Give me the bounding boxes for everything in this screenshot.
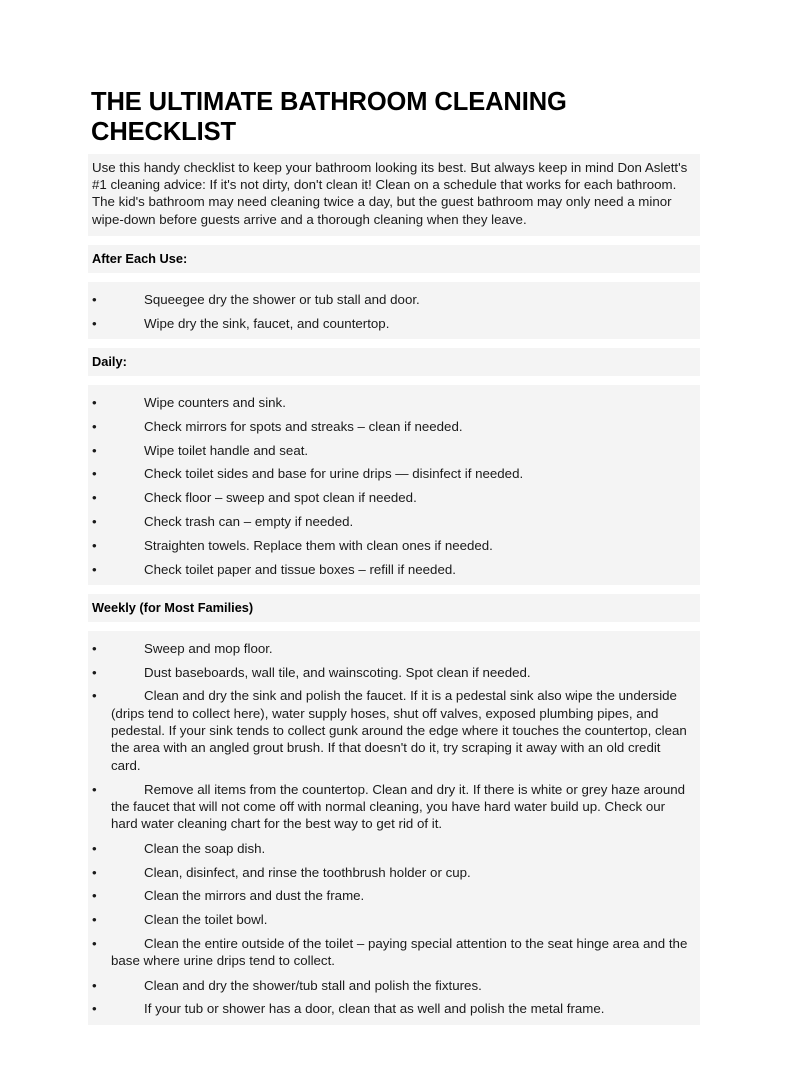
checklist-item-label: Wipe dry the sink, faucet, and countertop. [144,315,390,331]
checklist-item[interactable] [92,465,692,482]
checklist-block [88,385,700,585]
checklist-item-label: Remove all items from the countertop. Clean and dry it. If there is white or grey haze around the faucet that will not come off with normal cleaning, you have hard water build up. Check our hard water cleaning chart for the best way to get rid of it. [111,781,686,832]
checklist-item-label: Clean the soap dish. [144,840,266,856]
checklist [92,291,692,332]
checklist-item[interactable] [92,911,692,928]
bullet-icon: • [92,664,97,680]
checklist-item-label: Check floor – sweep and spot clean if needed. [144,490,417,506]
checklist-item-label: Clean the mirrors and dust the frame. [144,888,365,904]
checklist-item[interactable] [92,840,692,857]
checklist-item-label: Dust baseboards, wall tile, and wainscoting. Spot clean if needed. [144,664,531,680]
checklist-item-label: Check trash can – empty if needed. [144,513,354,529]
checklist-item[interactable] [92,664,692,681]
bullet-icon: • [92,394,97,410]
bullet-icon: • [92,688,97,704]
checklist-item-label: If your tub or shower has a door, clean that as well and polish the metal frame. [144,1001,605,1017]
checklist-item-label: Clean the entire outside of the toilet – paying special attention to the seat hinge area and the base where urine drips tend to collect. [111,935,688,969]
checklist-item[interactable] [92,935,692,970]
checklist-item[interactable] [92,687,692,773]
checklist-item[interactable] [92,418,692,435]
section-heading: After Each Use: [88,245,700,273]
checklist-item[interactable] [92,561,692,578]
block-spacer [88,339,700,348]
section-heading: Weekly (for Most Families) [88,594,700,622]
block-spacer [88,236,700,245]
bullet-icon: • [92,315,97,331]
checklist-item[interactable] [92,291,692,308]
bullet-icon: • [92,513,97,529]
checklist-item[interactable] [92,442,692,459]
bullet-icon: • [92,466,97,482]
checklist-item-label: Check mirrors for spots and streaks – clean if needed. [144,418,463,434]
checklist-item-label: Clean and dry the sink and polish the faucet. If it is a pedestal sink also wipe the underside (drips tend to collect here), water supply hoses, shut off valves, exposed plumbing pipes, and pedestal. If your sink tends to collect gunk around the edge where it touches the countertop, clean the area with an angled grout brush. If that doesn't do it, try scraping it away with an old credit card. [111,688,687,773]
checklist-item-label: Check toilet sides and base for urine drips — disinfect if needed. [144,466,524,482]
checklist-item[interactable] [92,315,692,332]
checklist-block [88,631,700,1025]
checklist-block [88,282,700,339]
checklist-item[interactable] [92,640,692,657]
page-title: THE ULTIMATE BATHROOM CLEANING CHECKLIST [91,88,567,146]
checklist-item-label: Clean and dry the shower/tub stall and polish the fixtures. [144,977,482,993]
block-spacer [88,376,700,385]
bullet-icon: • [92,977,97,993]
intro-paragraph: Use this handy checklist to keep your bathroom looking its best. But always keep in mind Don Aslett's #1 cleaning advice: If it's not dirty, don't clean it! Clean on a schedule that works for each bathroom. The kid's bathroom may need cleaning twice a day, but the guest bathroom may only need a minor wipe-down before guests arrive and a thorough cleaning when they leave. [92,159,688,227]
block-spacer [88,585,700,594]
bullet-icon: • [92,840,97,856]
checklist [92,640,692,1018]
checklist-item-label: Straighten towels. Replace them with clean ones if needed. [144,537,493,553]
bullet-icon: • [92,490,97,506]
checklist-item[interactable] [92,864,692,881]
checklist-item-label: Squeegee dry the shower or tub stall and door. [144,291,420,307]
intro-block [88,154,700,236]
checklist-item-label: Clean, disinfect, and rinse the toothbrush holder or cup. [144,864,471,880]
checklist-item[interactable] [92,513,692,530]
checklist-item[interactable] [92,537,692,554]
checklist-item[interactable] [92,1000,692,1017]
checklist-item-label: Sweep and mop floor. [144,640,273,656]
bullet-icon: • [92,537,97,553]
bullet-icon: • [92,1001,97,1017]
bullet-icon: • [92,640,97,656]
bullet-icon: • [92,888,97,904]
section-heading: Daily: [88,348,700,376]
bullet-icon: • [92,912,97,928]
bullet-icon: • [92,442,97,458]
bullet-icon: • [92,935,97,951]
document-content [88,88,700,1025]
checklist-item[interactable] [92,489,692,506]
sections-container [88,245,700,1025]
bullet-icon: • [92,418,97,434]
checklist-item[interactable] [92,977,692,994]
checklist-item[interactable] [92,887,692,904]
bullet-icon: • [92,291,97,307]
checklist-item[interactable] [92,394,692,411]
bullet-icon: • [92,781,97,797]
checklist-item-label: Clean the toilet bowl. [144,912,268,928]
block-spacer [88,622,700,631]
checklist [92,394,692,578]
checklist-item-label: Wipe counters and sink. [144,394,286,410]
bullet-icon: • [92,864,97,880]
checklist-item-label: Check toilet paper and tissue boxes – refill if needed. [144,561,456,577]
checklist-item[interactable] [92,781,692,833]
bullet-icon: • [92,561,97,577]
checklist-item-label: Wipe toilet handle and seat. [144,442,309,458]
block-spacer [88,273,700,282]
